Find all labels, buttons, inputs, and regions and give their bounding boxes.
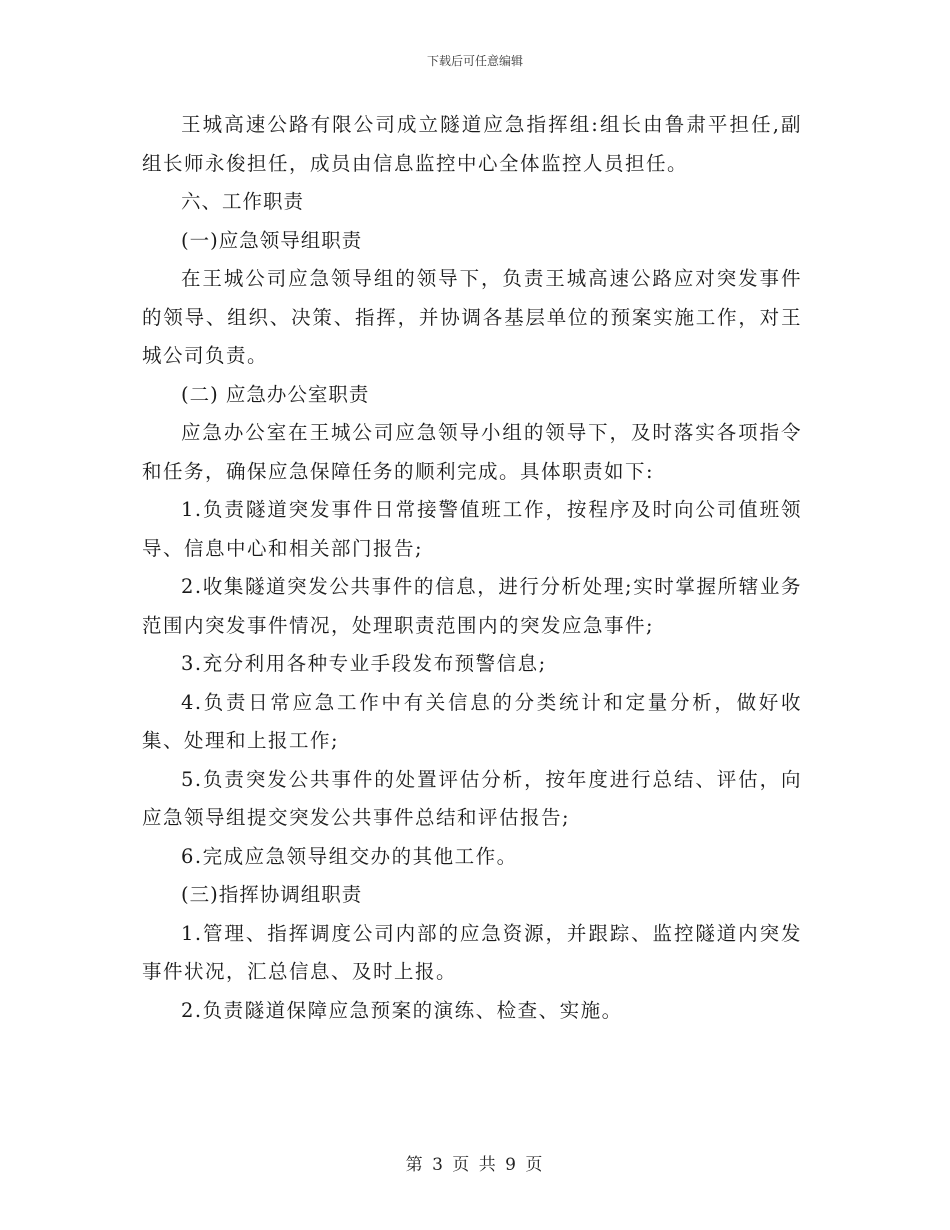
list-item-office-4: 4.负责日常应急工作中有关信息的分类统计和定量分析，做好收集、处理和上报工作; xyxy=(142,690,802,752)
subheading-emergency-office: (二) 应急办公室职责 xyxy=(181,382,370,406)
list-item-office-3: 3.充分利用各种专业手段发布预警信息; xyxy=(181,652,547,675)
subheading-leadership-group: (一)应急领导组职责 xyxy=(181,228,363,252)
document-body xyxy=(142,106,802,1030)
list-item-office-5: 5.负责突发公共事件的处置评估分析，按年度进行总结、评估，向应急领导组提交突发公共事件总结和评估报告; xyxy=(142,767,802,829)
list-item-office-1: 1.负责隧道突发事件日常接警值班工作，按程序及时向公司值班领导、信息中心和相关部门报告; xyxy=(142,498,802,560)
list-item-office-6: 6.完成应急领导组交办的其他工作。 xyxy=(181,844,518,868)
list-item-office-2: 2.收集隧道突发公共事件的信息，进行分析处理;实时掌握所辖业务范围内突发事件情况，处理职责范围内的突发应急事件; xyxy=(142,575,802,637)
subheading-coordination-group: (三)指挥协调组职责 xyxy=(181,883,363,906)
list-item-coordination-1: 1.管理、指挥调度公司内部的应急资源，并跟踪、监控隧道内突发事件状况，汇总信息、及时上报。 xyxy=(142,921,802,983)
page-header: 下载后可任意编辑 xyxy=(426,54,523,68)
section-heading-duties: 六、工作职责 xyxy=(181,190,305,213)
paragraph-team-composition: 王城高速公路有限公司成立隧道应急指挥组:组长由鲁肃平担任,副组长师永俊担任，成员由信息监控中心全体监控人员担任。 xyxy=(142,113,802,175)
list-item-coordination-2: 2.负责隧道保障应急预案的演练、检查、实施。 xyxy=(181,998,623,1022)
paragraph-leadership-duties: 在王城公司应急领导组的领导下，负责王城高速公路应对突发事件的领导、组织、决策、指挥，并协调各基层单位的预案实施工作，对王城公司负责。 xyxy=(142,267,802,367)
paragraph-office-intro: 应急办公室在王城公司应急领导小组的领导下，及时落实各项指令和任务，确保应急保障任务的顺利完成。具体职责如下: xyxy=(142,421,802,483)
page-number: 第 3 页 共 9 页 xyxy=(405,1155,545,1175)
